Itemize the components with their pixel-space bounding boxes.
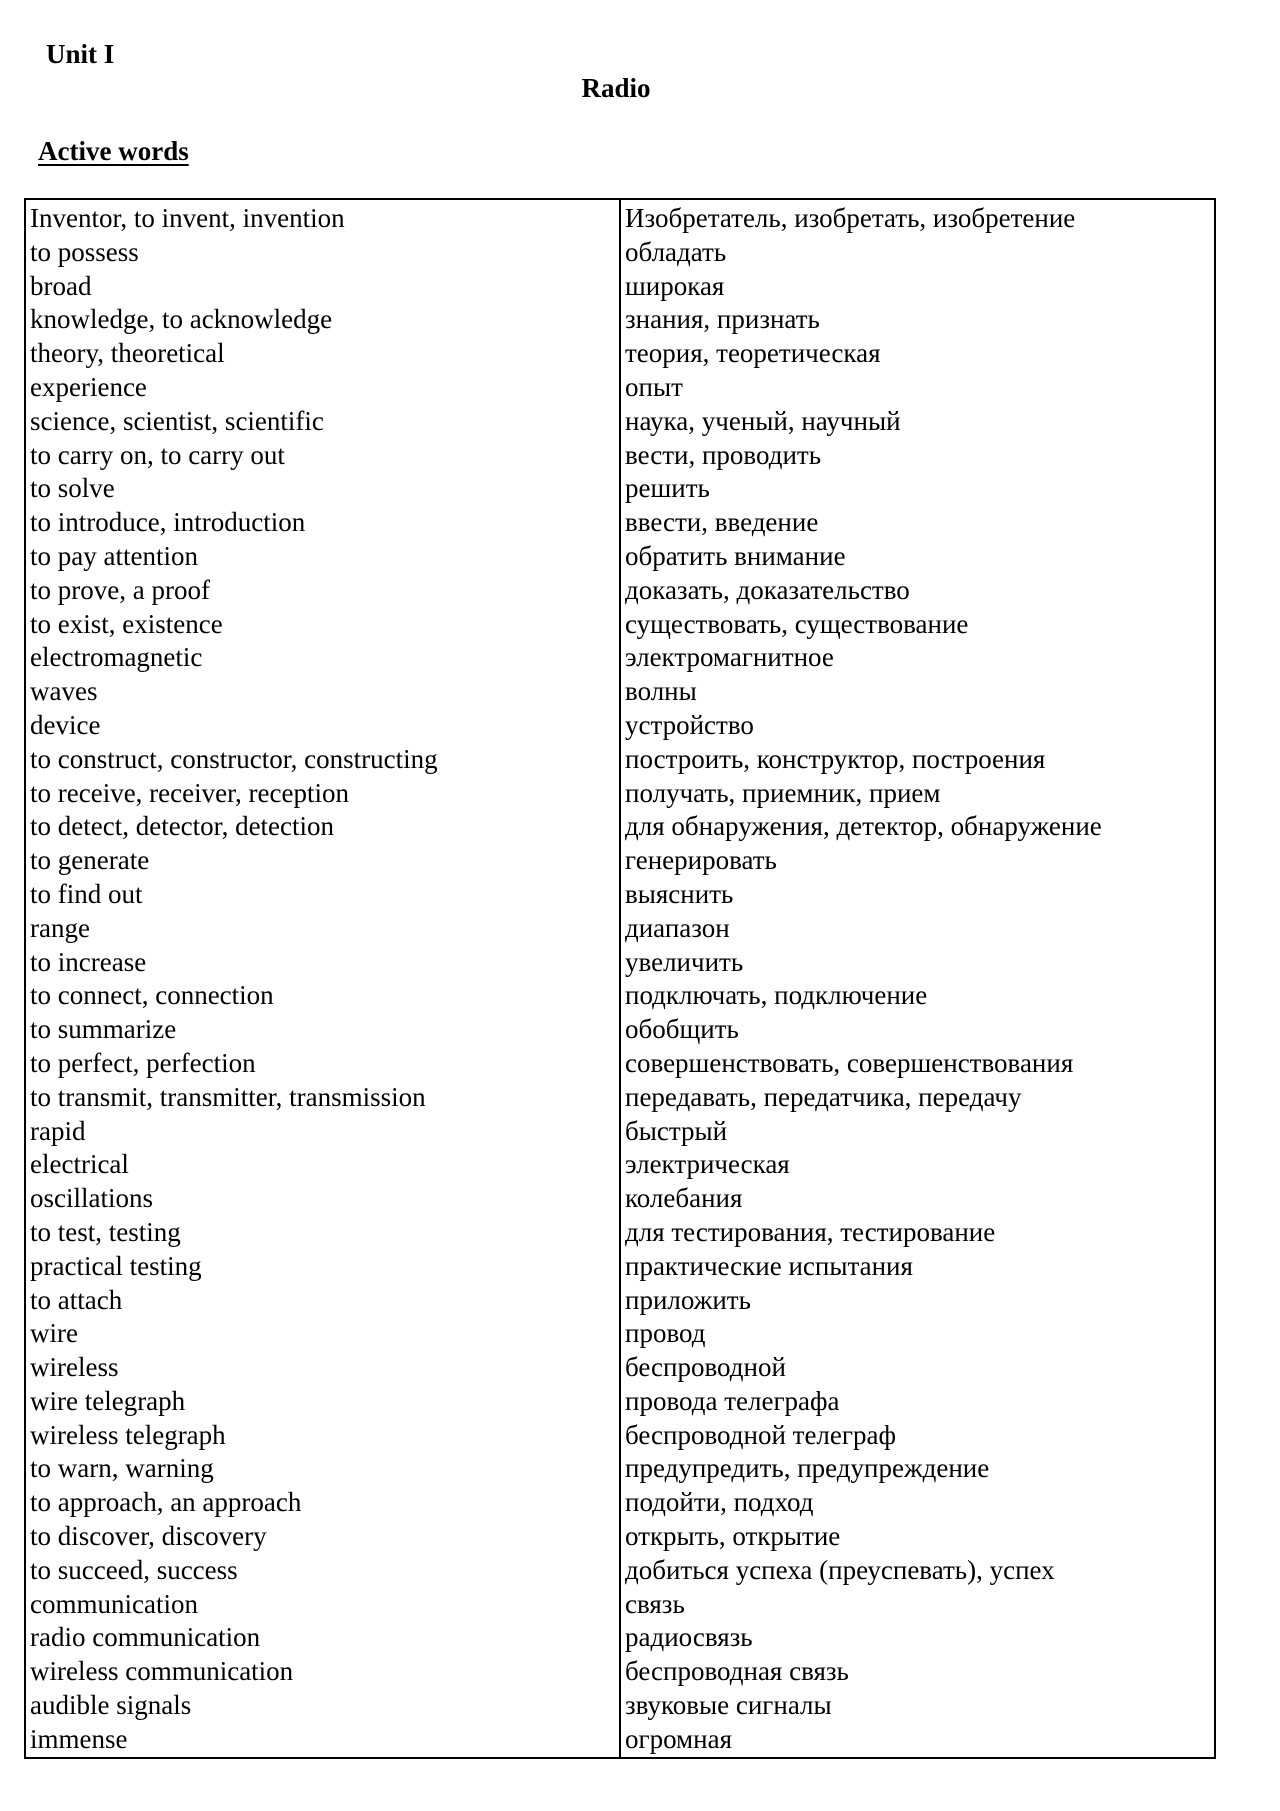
table-row bbox=[25, 1148, 1215, 1182]
russian-translation: быстрый bbox=[625, 1115, 728, 1146]
russian-translation: Изобретатель, изобретать, изобретение bbox=[625, 203, 1076, 233]
table-row bbox=[25, 303, 1215, 337]
table-row bbox=[25, 979, 1215, 1013]
english-term: immense bbox=[25, 1723, 620, 1758]
russian-translation: совершенствовать, совершенствования bbox=[625, 1047, 1074, 1078]
english-term: science, scientist, scientific bbox=[25, 405, 620, 439]
english-term: to perfect, perfection bbox=[25, 1047, 620, 1081]
english-term: wireless bbox=[25, 1351, 620, 1385]
english-term: to increase bbox=[25, 946, 620, 980]
english-term: to connect, connection bbox=[25, 979, 620, 1013]
russian-translation: опыт bbox=[625, 371, 683, 402]
table-row bbox=[25, 912, 1215, 946]
russian-translation: обладать bbox=[625, 236, 727, 267]
table-row bbox=[25, 1284, 1215, 1318]
english-term: knowledge, to acknowledge bbox=[25, 303, 620, 337]
english-term: electromagnetic bbox=[25, 641, 620, 675]
english-term: to detect, detector, detection bbox=[25, 810, 620, 844]
russian-translation: получать, приемник, прием bbox=[625, 777, 941, 808]
table-row bbox=[25, 1621, 1215, 1655]
russian-translation: для обнаружения, детектор, обнаружение bbox=[625, 811, 1102, 842]
russian-translation: связь bbox=[625, 1588, 685, 1619]
table-row bbox=[25, 1452, 1215, 1486]
russian-translation: колебания bbox=[625, 1183, 743, 1214]
table-row bbox=[25, 1317, 1215, 1351]
english-term: theory, theoretical bbox=[25, 337, 620, 371]
russian-translation: решить bbox=[625, 473, 710, 504]
russian-translation: беспроводной телеграф bbox=[625, 1419, 896, 1450]
english-term: to construct, constructor, constructing bbox=[25, 743, 620, 777]
russian-translation: добиться успеха (преуспевать), успех bbox=[625, 1554, 1055, 1585]
table-row bbox=[25, 236, 1215, 270]
table-row bbox=[25, 1486, 1215, 1520]
table-row bbox=[25, 878, 1215, 912]
table-row bbox=[25, 1047, 1215, 1081]
english-term: to succeed, success bbox=[25, 1554, 620, 1588]
russian-translation: увеличить bbox=[625, 946, 744, 977]
table-row bbox=[25, 1351, 1215, 1385]
english-term: to receive, receiver, reception bbox=[25, 777, 620, 811]
table-row bbox=[25, 743, 1215, 777]
english-term: communication bbox=[25, 1588, 620, 1622]
english-term: to discover, discovery bbox=[25, 1520, 620, 1554]
english-term: to introduce, introduction bbox=[25, 506, 620, 540]
russian-translation: электрическая bbox=[625, 1149, 790, 1180]
russian-translation: подключать, подключение bbox=[625, 980, 928, 1011]
english-term: to exist, existence bbox=[25, 608, 620, 642]
vocabulary-table-body bbox=[25, 199, 1215, 1758]
table-row bbox=[25, 199, 1215, 236]
table-row bbox=[25, 371, 1215, 405]
table-row bbox=[25, 810, 1215, 844]
english-term: to test, testing bbox=[25, 1216, 620, 1250]
russian-translation: приложить bbox=[625, 1284, 751, 1315]
table-row bbox=[25, 540, 1215, 574]
russian-translation: волны bbox=[625, 676, 697, 707]
english-term: range bbox=[25, 912, 620, 946]
table-row bbox=[25, 1182, 1215, 1216]
russian-translation: звуковые сигналы bbox=[625, 1690, 832, 1721]
russian-translation: устройство bbox=[625, 709, 754, 740]
english-term: Inventor, to invent, invention bbox=[25, 199, 620, 236]
russian-translation: провод bbox=[625, 1318, 706, 1349]
table-row bbox=[25, 1419, 1215, 1453]
russian-translation: генерировать bbox=[625, 845, 777, 876]
russian-translation: подойти, подход bbox=[625, 1487, 814, 1518]
english-term: experience bbox=[25, 371, 620, 405]
russian-translation: огромная bbox=[625, 1723, 732, 1754]
table-row bbox=[25, 1115, 1215, 1149]
russian-translation: передавать, передатчика, передачу bbox=[625, 1081, 1022, 1112]
russian-translation: существовать, существование bbox=[625, 608, 969, 639]
russian-translation: диапазон bbox=[625, 912, 730, 943]
table-row bbox=[25, 472, 1215, 506]
english-term: to pay attention bbox=[25, 540, 620, 574]
russian-translation: вести, проводить bbox=[625, 439, 822, 470]
english-term: wire telegraph bbox=[25, 1385, 620, 1419]
russian-translation: открыть, открытие bbox=[625, 1521, 841, 1552]
english-term: rapid bbox=[25, 1115, 620, 1149]
russian-translation: электромагнитное bbox=[625, 642, 834, 673]
russian-translation: провода телеграфа bbox=[625, 1385, 840, 1416]
russian-translation: для тестирования, тестирование bbox=[625, 1216, 996, 1247]
vocabulary-table bbox=[24, 198, 1216, 1759]
english-term: to possess bbox=[25, 236, 620, 270]
russian-translation: выяснить bbox=[625, 878, 734, 909]
english-term: practical testing bbox=[25, 1250, 620, 1284]
section-heading: Active words bbox=[38, 136, 189, 166]
english-term: to generate bbox=[25, 844, 620, 878]
english-term: electrical bbox=[25, 1148, 620, 1182]
english-term: to solve bbox=[25, 472, 620, 506]
table-row bbox=[25, 844, 1215, 878]
russian-translation: наука, ученый, научный bbox=[625, 405, 901, 436]
table-row bbox=[25, 1081, 1215, 1115]
table-row bbox=[25, 405, 1215, 439]
russian-translation: доказать, доказательство bbox=[625, 574, 910, 605]
table-row bbox=[25, 439, 1215, 473]
english-term: wire bbox=[25, 1317, 620, 1351]
russian-translation: радиосвязь bbox=[625, 1622, 753, 1653]
english-term: oscillations bbox=[25, 1182, 620, 1216]
russian-translation: ввести, введение bbox=[625, 507, 819, 538]
russian-translation: обобщить bbox=[625, 1014, 739, 1045]
table-row bbox=[25, 608, 1215, 642]
english-term: to attach bbox=[25, 1284, 620, 1318]
table-row bbox=[25, 641, 1215, 675]
english-term: to carry on, to carry out bbox=[25, 439, 620, 473]
english-term: radio communication bbox=[25, 1621, 620, 1655]
table-row bbox=[25, 574, 1215, 608]
russian-translation: предупредить, предупреждение bbox=[625, 1453, 990, 1484]
page-title: Radio bbox=[581, 73, 651, 103]
russian-translation: беспроводная связь bbox=[625, 1656, 849, 1687]
table-row bbox=[25, 1655, 1215, 1689]
russian-translation: широкая bbox=[625, 270, 725, 301]
table-row bbox=[25, 1520, 1215, 1554]
table-row bbox=[25, 1723, 1215, 1758]
table-row bbox=[25, 1013, 1215, 1047]
english-term: to find out bbox=[25, 878, 620, 912]
english-term: audible signals bbox=[25, 1689, 620, 1723]
russian-translation: знания, признать bbox=[625, 304, 820, 335]
english-term: wireless communication bbox=[25, 1655, 620, 1689]
english-term: to summarize bbox=[25, 1013, 620, 1047]
russian-translation: беспроводной bbox=[625, 1352, 786, 1383]
russian-translation: практические испытания bbox=[625, 1250, 913, 1281]
english-term: to transmit, transmitter, transmission bbox=[25, 1081, 620, 1115]
table-row bbox=[25, 946, 1215, 980]
english-term: to warn, warning bbox=[25, 1452, 620, 1486]
table-row bbox=[25, 1216, 1215, 1250]
english-term: wireless telegraph bbox=[25, 1419, 620, 1453]
unit-label: Unit I bbox=[46, 39, 115, 69]
english-term: to prove, a proof bbox=[25, 574, 620, 608]
table-row bbox=[25, 675, 1215, 709]
table-row bbox=[25, 270, 1215, 304]
russian-translation: теория, теоретическая bbox=[625, 338, 881, 369]
table-row bbox=[25, 709, 1215, 743]
russian-translation: обратить внимание bbox=[625, 540, 846, 571]
english-term: broad bbox=[25, 270, 620, 304]
table-row bbox=[25, 1385, 1215, 1419]
table-row bbox=[25, 1250, 1215, 1284]
table-row bbox=[25, 777, 1215, 811]
table-row bbox=[25, 1689, 1215, 1723]
english-term: waves bbox=[25, 675, 620, 709]
english-term: to approach, an approach bbox=[25, 1486, 620, 1520]
english-term: device bbox=[25, 709, 620, 743]
table-row bbox=[25, 1554, 1215, 1588]
table-row bbox=[25, 1588, 1215, 1622]
table-row bbox=[25, 337, 1215, 371]
table-row bbox=[25, 506, 1215, 540]
russian-translation: построить, конструктор, построения bbox=[625, 743, 1046, 774]
